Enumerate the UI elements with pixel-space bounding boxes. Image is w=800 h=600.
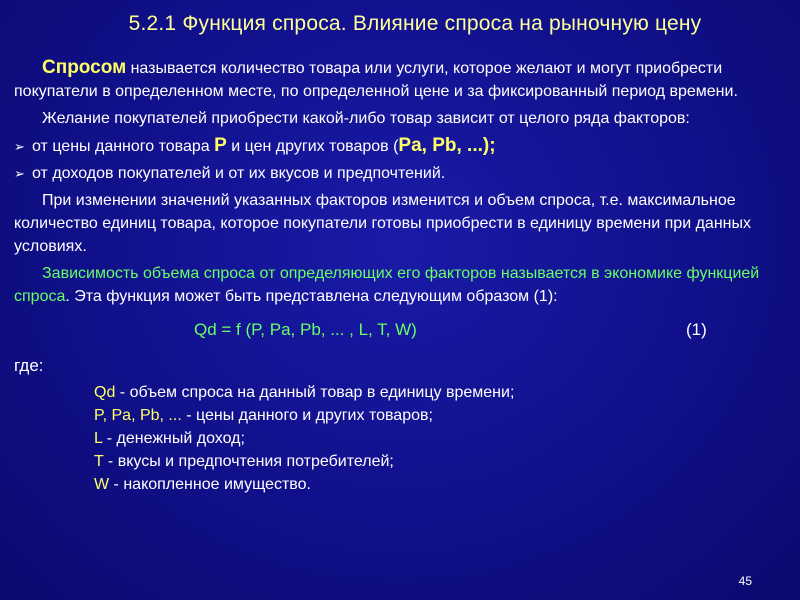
- definition-symbol: T: [94, 453, 104, 470]
- term-demand: Спросом: [42, 57, 127, 78]
- formula-expression: Qd = f (P, Pa, Pb, ... , L, T, W): [194, 320, 417, 339]
- definition-text: - вкусы и предпочтения потребителей;: [103, 453, 394, 470]
- slide-title: 5.2.1 Функция спроса. Влияние спроса на рыночную цену: [128, 12, 702, 35]
- list-item: [94, 450, 776, 473]
- list-item: [14, 162, 776, 185]
- definition-paragraph: [14, 56, 776, 103]
- list-item: [94, 427, 776, 450]
- formula: [14, 318, 776, 342]
- bullet-mid: и цен других товаров (: [226, 138, 399, 155]
- where-label: где:: [14, 356, 44, 375]
- slide-body: [14, 56, 776, 496]
- definition-text: называется количество товара или услуги, которое желают и могут приобрести покупатели в определенном месте, по определенной цене и за фиксированный период времени.: [14, 60, 738, 100]
- definition-text: - денежный доход;: [102, 430, 245, 447]
- page-number: 45: [738, 574, 752, 588]
- function-rest: . Эта функция может быть представлена следующим образом (1):: [65, 288, 558, 305]
- definition-symbol: L: [94, 430, 103, 447]
- arrow-bullet-icon: ➢: [14, 139, 25, 154]
- list-item: [14, 134, 776, 158]
- formula-number: (1): [686, 320, 707, 339]
- volume-paragraph: При изменении значений указанных факторов изменится и объем спроса, т.е. максимальное количество единиц товара, которое покупатели готовы приобрести в единицу времени при данных условиях.: [14, 192, 751, 255]
- arrow-bullet-icon: ➢: [14, 166, 25, 181]
- definition-symbol: P, Pa, Pb, ...: [94, 407, 182, 424]
- definition-text: - объем спроса на данный товар в единицу времени;: [115, 384, 515, 401]
- list-item: [94, 473, 776, 496]
- definition-text: - накопленное имущество.: [109, 476, 311, 493]
- list-item: [94, 381, 776, 404]
- price-symbol: P: [214, 135, 227, 156]
- definition-symbol: Qd: [94, 384, 116, 401]
- bullet-text: [32, 134, 496, 158]
- bullet-pre: от цены данного товара: [32, 138, 215, 155]
- function-paragraph: [14, 262, 776, 308]
- bullet-text: от доходов покупателей и от их вкусов и предпочтений.: [32, 165, 446, 182]
- list-item: [94, 404, 776, 427]
- definition-text: - цены данного и других товаров;: [181, 407, 433, 424]
- definitions-list: [94, 381, 776, 496]
- other-prices: Pa, Pb, ...);: [398, 135, 496, 156]
- definition-symbol: W: [94, 476, 110, 493]
- function-definition: Зависимость объема спроса от определяющих его факторов называется в экономике функцией спроса: [14, 265, 760, 305]
- factors-intro: Желание покупателей приобрести какой-либо товар зависит от целого ряда факторов:: [42, 110, 690, 127]
